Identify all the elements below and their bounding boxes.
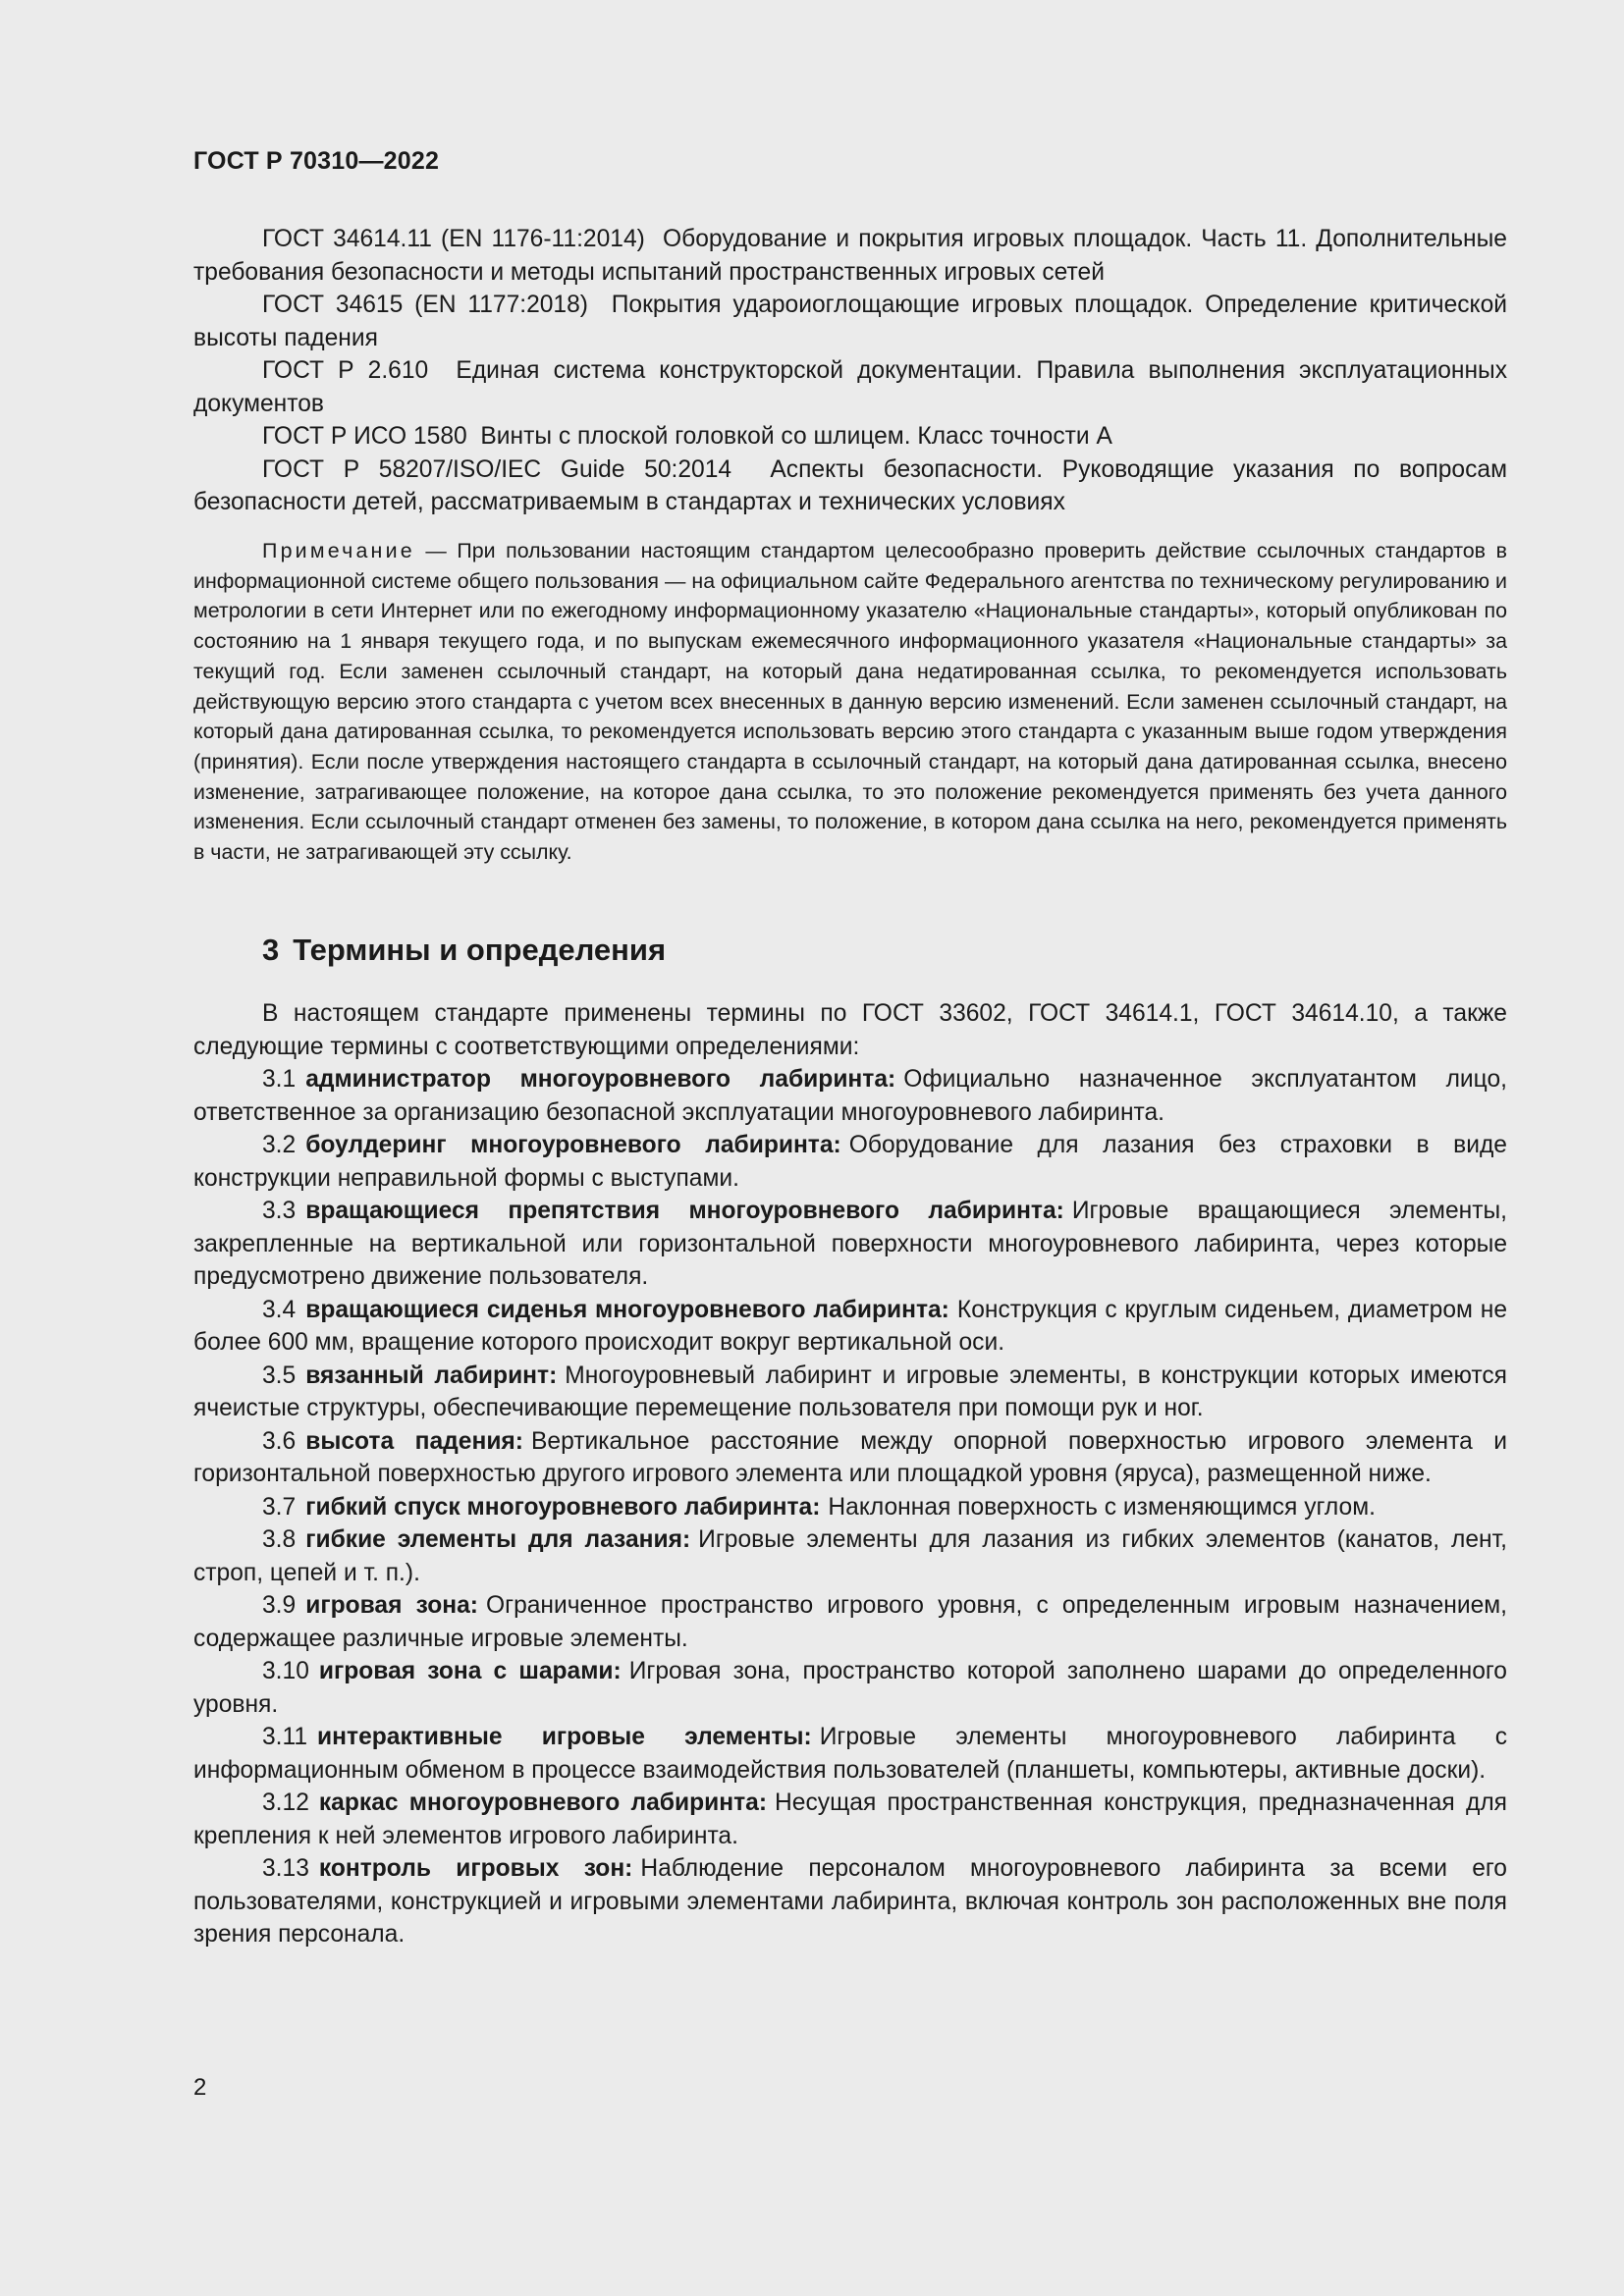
- section-number: 3: [262, 933, 280, 967]
- document-header: ГОСТ Р 70310—2022: [193, 147, 440, 175]
- term-number: 3.11: [262, 1724, 308, 1750]
- term-item: [193, 1491, 1507, 1524]
- term-item: [193, 1589, 1507, 1655]
- term-name: гибкие элементы для лазания:: [305, 1526, 691, 1553]
- term-definition: Игровые элементы для лазания из гибких элементов (канатов, лент, строп, цепей и т. п.).: [193, 1526, 1507, 1586]
- term-number: 3.13: [262, 1855, 309, 1882]
- term-number: 3.12: [262, 1789, 309, 1816]
- term-item: [193, 1129, 1507, 1195]
- term-definition: Оборудование для лазания без страховки в виде конструкции неправильной формы с выступами.: [193, 1132, 1507, 1192]
- term-item: [193, 1787, 1507, 1852]
- reference-text: Винты с плоской головкой со шлицем. Класс точности А: [480, 423, 1112, 450]
- reference-text: Аспекты безопасности. Руководящие указания по вопросам безопасности детей, рассматриваемым в стандартах и технических условиях: [193, 455, 1507, 515]
- reference-item: [193, 354, 1507, 420]
- term-item: [193, 1655, 1507, 1721]
- section-title: Термины и определения: [293, 933, 667, 967]
- term-definition: Официально назначенное эксплуатантом лицо, ответственное за организацию безопасной эксплуатации многоуровневого лабиринта.: [193, 1066, 1507, 1126]
- term-item: [193, 1063, 1507, 1129]
- terms-list: [193, 997, 1507, 1951]
- reference-code: ГОСТ Р 58207/ISO/IEC Guide 50:2014: [262, 455, 732, 483]
- term-item: [193, 1721, 1507, 1787]
- term-item: [193, 1852, 1507, 1951]
- term-item: [193, 1360, 1507, 1425]
- reference-item: [193, 289, 1507, 354]
- term-name: контроль игровых зон:: [318, 1855, 633, 1882]
- term-name: боулдеринг многоуровневого лабиринта:: [305, 1132, 841, 1158]
- term-name: высота падения:: [305, 1427, 523, 1455]
- term-name: администратор многоуровневого лабиринта:: [305, 1066, 896, 1093]
- term-name: игровая зона с шарами:: [318, 1658, 622, 1684]
- terms-intro: В настоящем стандарте применены термины по ГОСТ 33602, ГОСТ 34614.1, ГОСТ 34614.10, а также следующие термины с соответствующими определениями:: [193, 1000, 1507, 1060]
- section-heading: [262, 933, 666, 968]
- note-block: [193, 536, 1507, 868]
- note-label: Примечание: [262, 539, 415, 562]
- term-item: [193, 1523, 1507, 1589]
- term-definition: Несущая пространственная конструкция, предназначенная для крепления к ней элементов игрового лабиринта.: [193, 1789, 1507, 1849]
- term-name: каркас многоуровневого лабиринта:: [318, 1789, 768, 1816]
- term-definition: Игровые элементы многоуровневого лабиринта с информационным обменом в процессе взаимодействия пользователей (планшеты, компьютеры, активные доски).: [193, 1724, 1507, 1784]
- term-item: [193, 1195, 1507, 1294]
- reference-code: ГОСТ 34614.11 (EN 1176-11:2014): [262, 226, 645, 252]
- reference-code: ГОСТ 34615 (EN 1177:2018): [262, 292, 588, 318]
- term-number: 3.6: [262, 1427, 297, 1455]
- term-number: 3.3: [262, 1198, 297, 1224]
- term-number: 3.5: [262, 1362, 297, 1389]
- term-number: 3.8: [262, 1526, 297, 1553]
- term-number: 3.4: [262, 1296, 297, 1323]
- note-text: — При пользовании настоящим стандартом целесообразно проверить действие ссылочных стандартов в информационной системе общего пользования — на официальном сайте Федерального агентства по техническому регулированию и метрологии в сети Интернет или по ежегодному информационному указателю «Национальные стандарты», который опубликован по состоянию на 1 января текущего года, и по выпускам ежемесячного информационного указателя «Национальные стандарты» за текущий год. Если заменен ссылочный стандарт, на который дана недатированная ссылка, то рекомендуется использовать действующую версию этого стандарта с учетом всех внесенных в данную версию изменений. Если заменен ссылочный стандарт, на который дана датированная ссылка, то рекомендуется использовать версию этого стандарта с указанным выше годом утверждения (принятия). Если после утверждения настоящего стандарта в ссылочный стандарт, на который дана датированная ссылка, внесено изменение, затрагивающее положение, на которое дана ссылка, то это положение рекомендуется применять без учета данного изменения. Если ссылочный стандарт отменен без замены, то положение, в котором дана ссылка на него, рекомендуется применять в части, не затрагивающей эту ссылку.: [193, 539, 1507, 865]
- reference-text: Оборудование и покрытия игровых площадок. Часть 11. Дополнительные требования безопасности и методы испытаний пространственных игровых сетей: [193, 226, 1507, 286]
- term-number: 3.2: [262, 1132, 297, 1158]
- term-definition: Игровые вращающиеся элементы, закрепленные на вертикальной или горизонтальной поверхности многоуровневого лабиринта, через которые предусмотрено движение пользователя.: [193, 1198, 1507, 1290]
- term-name: вращающиеся сиденья многоуровневого лабиринта:: [305, 1296, 949, 1323]
- term-definition: Игровая зона, пространство которой заполнено шарами до определенного уровня.: [193, 1658, 1507, 1718]
- term-definition: Наклонная поверхность с изменяющимся углом.: [828, 1493, 1376, 1521]
- term-item: [193, 1425, 1507, 1491]
- term-name: гибкий спуск многоуровневого лабиринта:: [305, 1493, 821, 1521]
- term-number: 3.9: [262, 1592, 297, 1619]
- term-definition: Наблюдение персоналом многоуровневого лабиринта за всеми его пользователями, конструкцией и игровыми элементами лабиринта, включая контроль зон расположенных вне поля зрения персонала.: [193, 1855, 1507, 1948]
- reference-text: Покрытия удароиоглощающие игровых площадок. Определение критической высоты падения: [193, 292, 1508, 351]
- term-name: вращающиеся препятствия многоуровневого лабиринта:: [305, 1198, 1064, 1224]
- term-number: 3.7: [262, 1493, 297, 1521]
- term-number: 3.1: [262, 1066, 297, 1093]
- term-number: 3.10: [262, 1658, 309, 1684]
- reference-item: [193, 454, 1507, 519]
- reference-code: ГОСТ Р 2.610: [262, 357, 429, 384]
- term-name: игровая зона:: [305, 1592, 478, 1619]
- term-definition: Конструкция с круглым сиденьем, диаметром не более 600 мм, вращение которого происходит вокруг вертикальной оси.: [193, 1296, 1507, 1356]
- reference-code: ГОСТ Р ИСО 1580: [262, 423, 467, 450]
- normative-references: [193, 223, 1507, 519]
- term-item: [193, 1294, 1507, 1360]
- term-name: вязанный лабиринт:: [305, 1362, 558, 1389]
- reference-text: Единая система конструкторской документации. Правила выполнения эксплуатационных документов: [193, 357, 1508, 417]
- term-name: интерактивные игровые элементы:: [317, 1724, 812, 1750]
- page-number: 2: [193, 2074, 207, 2101]
- reference-item: [193, 420, 1507, 454]
- term-definition: Многоуровневый лабиринт и игровые элементы, в конструкции которых имеются ячеистые структуры, обеспечивающие перемещение пользователя при помощи рук и ног.: [193, 1362, 1507, 1421]
- term-definition: Ограниченное пространство игрового уровня, с определенным игровым назначением, содержащее различные игровые элементы.: [193, 1592, 1507, 1652]
- term-definition: Вертикальное расстояние между опорной поверхностью игрового элемента и горизонтальной поверхностью другого игрового элемента или площадкой уровня (яруса), размещенной ниже.: [193, 1427, 1507, 1487]
- reference-item: [193, 223, 1507, 289]
